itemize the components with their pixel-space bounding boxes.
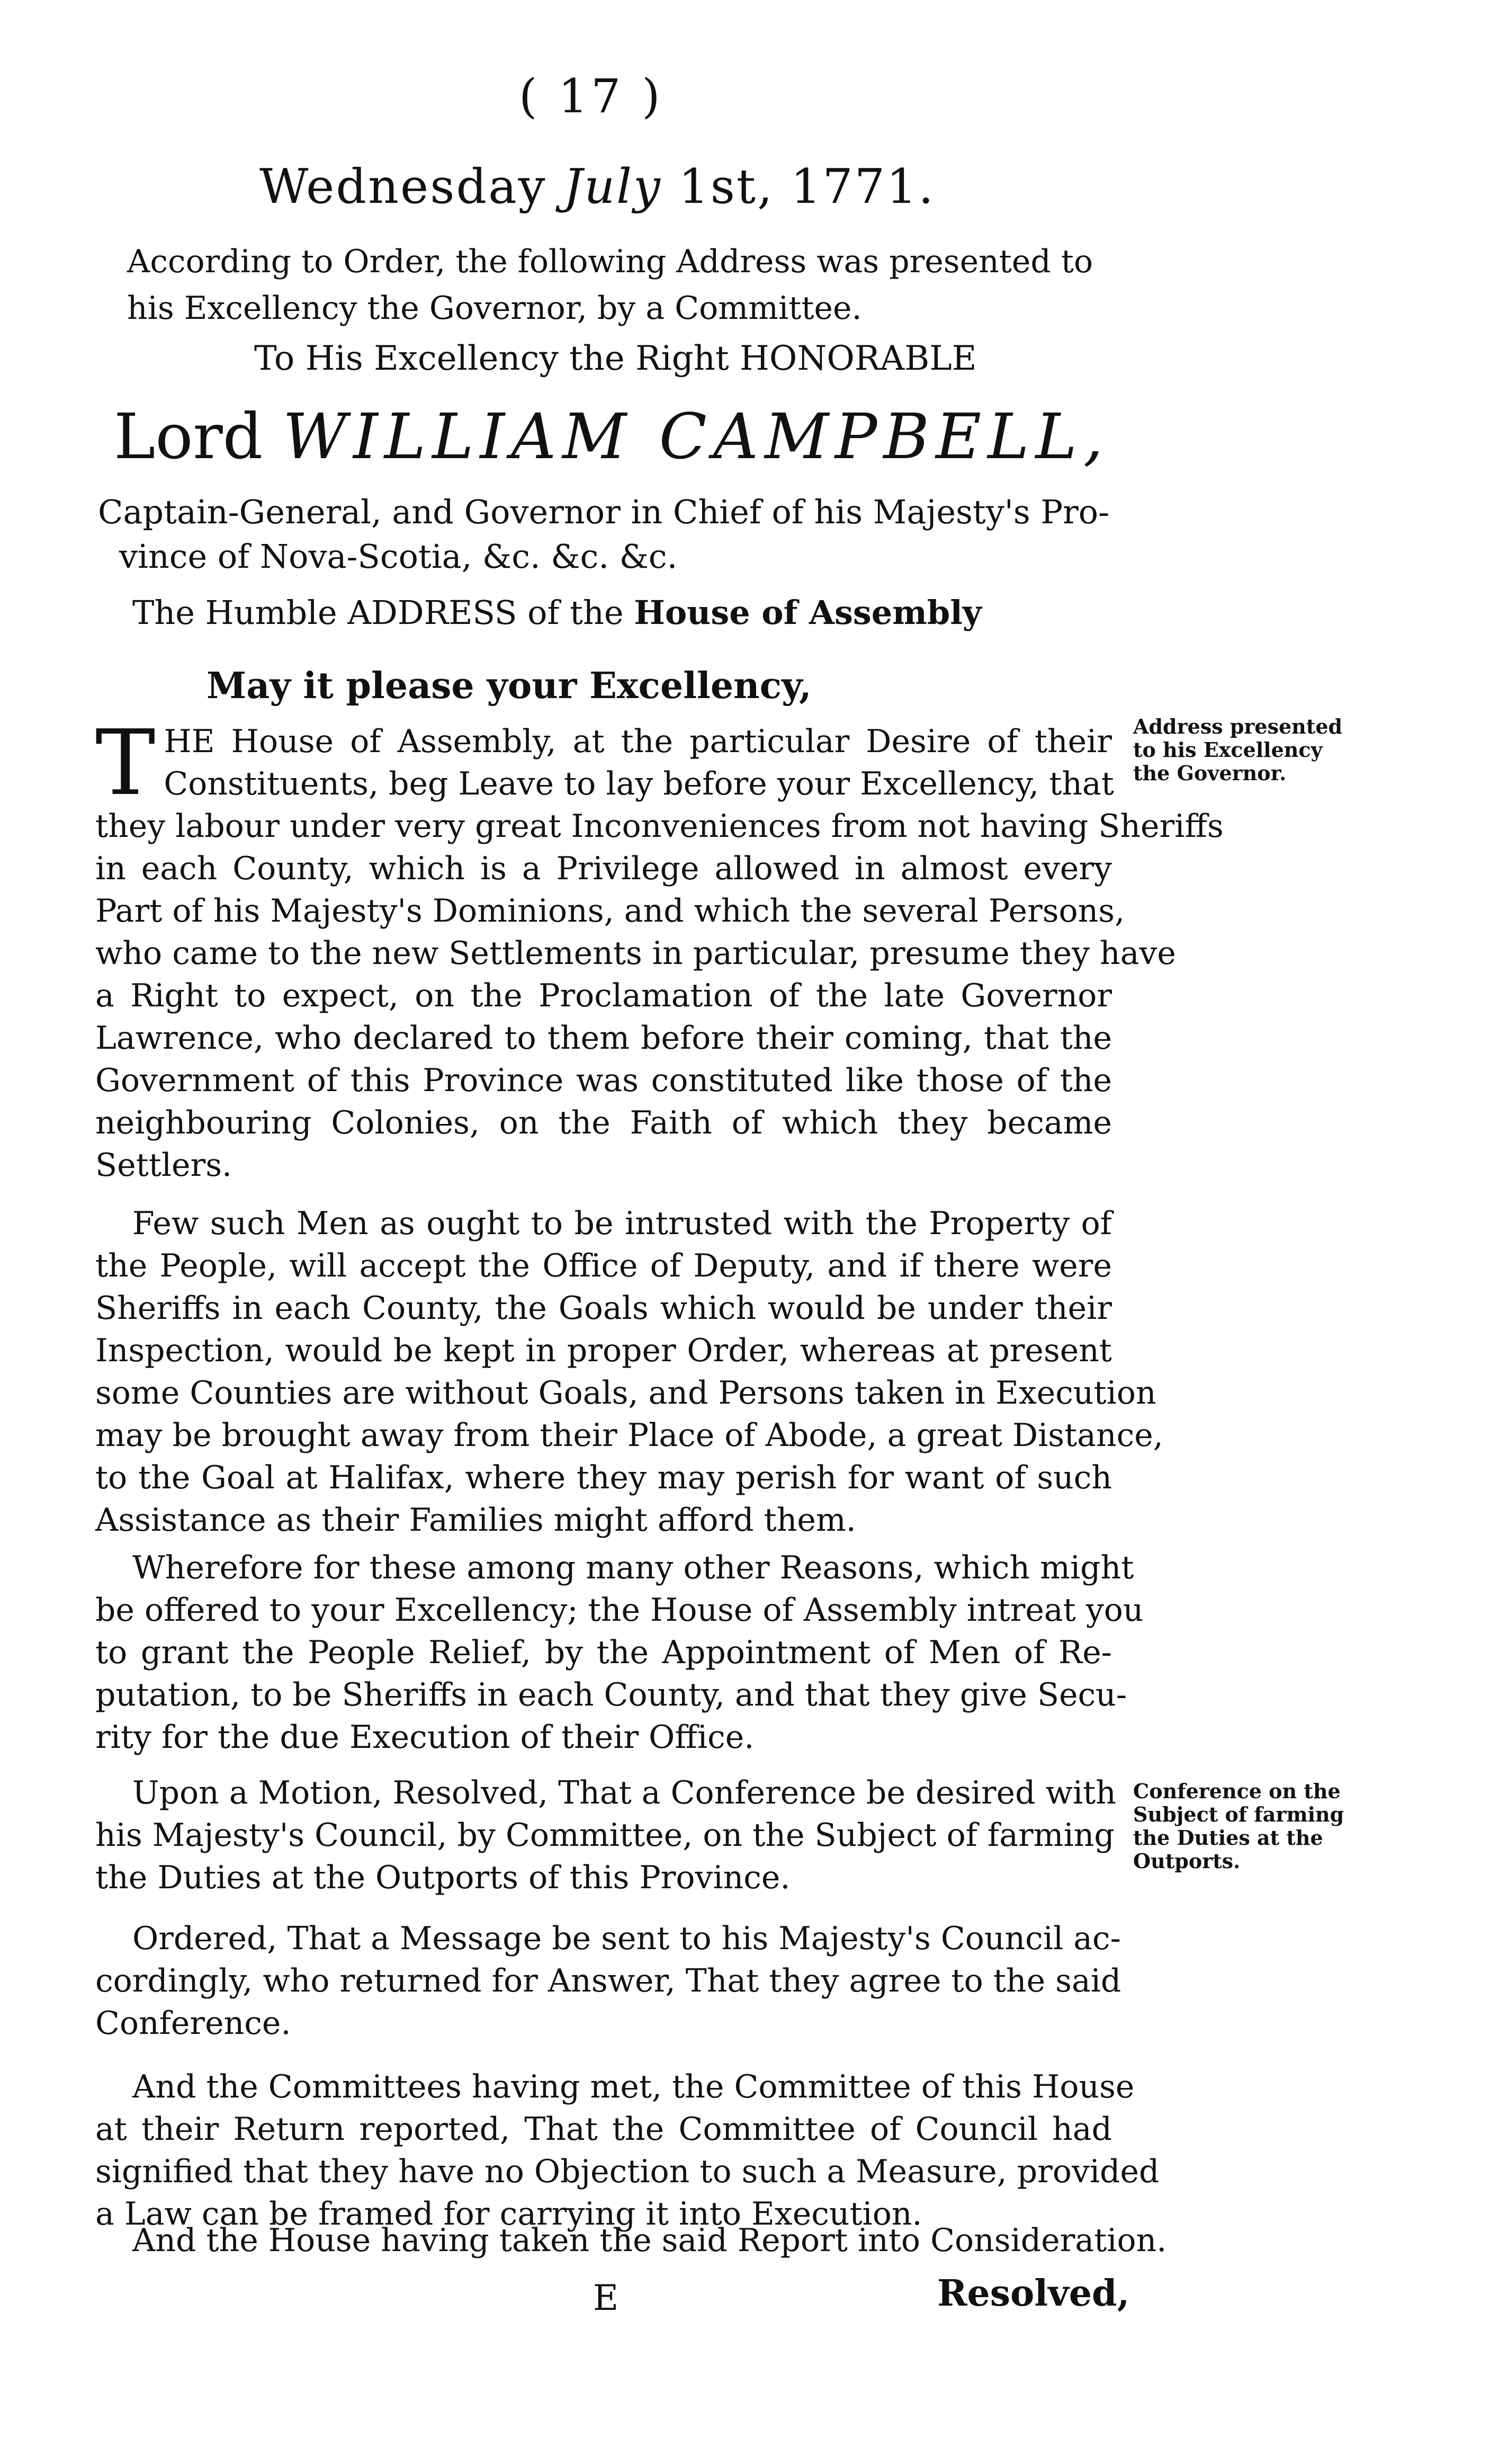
text-line: HE House of Assembly, at the particular Desire of their — [164, 723, 1112, 760]
text-line: to grant the People Relief, by the Appointment of Men of Re- — [95, 1634, 1112, 1671]
text-line: Sheriffs in each County, the Goals which would be under their — [95, 1290, 1112, 1327]
date-month: July — [563, 159, 662, 215]
margin-note-line: Outports. — [1133, 1849, 1241, 1873]
text-line: Lawrence, who declared to them before their coming, that the — [95, 1020, 1112, 1057]
text-line: And the Committees having met, the Committee of this House — [132, 2068, 1135, 2105]
text-line: his Majesty's Council, by Committee, on the Subject of farming — [95, 1817, 1115, 1854]
text-line: a Right to expect, on the Proclamation of the late Governor — [95, 977, 1112, 1014]
margin-note-line: to his Excellency — [1133, 738, 1323, 762]
date-suffix: 1st, 1771. — [661, 159, 935, 215]
margin-note-address — [1133, 715, 1408, 785]
address-name — [114, 400, 1109, 473]
text-line: the Duties at the Outports of this Province. — [95, 1859, 791, 1896]
salutation: May it please your Excellency, — [207, 665, 812, 707]
text-line: Inspection, would be kept in proper Order, whereas at present — [95, 1332, 1112, 1369]
margin-note-line: Address presented — [1133, 715, 1343, 738]
text-line: who came to the new Settlements in particular, presume they have — [95, 935, 1176, 972]
text-line: signified that they have no Objection to such a Measure, provided — [95, 2153, 1160, 2190]
address-name-prefix: Lord — [114, 400, 283, 473]
address-title-line: vince of Nova-Scotia, &c. &c. &c. — [119, 537, 678, 576]
humble-address — [132, 593, 982, 632]
text-line: at their Return reported, That the Committee of Council had — [95, 2111, 1112, 2148]
text-line: rity for the due Execution of their Office. — [95, 1719, 755, 1756]
text-line: putation, to be Sheriffs in each County, and that they give Secu- — [95, 1676, 1127, 1713]
text-line: neighbouring Colonies, on the Faith of which they became — [95, 1104, 1112, 1141]
address-to: To His Excellency the Right HONORABLE — [254, 339, 977, 378]
text-line: Constituents, beg Leave to lay before your Excellency, that — [164, 765, 1114, 802]
intro-paragraph — [127, 238, 1133, 332]
catchword: Resolved, — [937, 2272, 1130, 2315]
text-line: a Law can be framed for carrying it into Execution. — [95, 2195, 922, 2233]
text-line: Wherefore for these among many other Reasons, which might — [132, 1549, 1134, 1586]
text-line: cordingly, who returned for Answer, That they agree to the said — [95, 1962, 1121, 1999]
text-line: in each County, which is a Privilege allowed in almost every — [95, 850, 1112, 887]
text-line: Few such Men as ought to be intrusted with the Property of — [132, 1205, 1112, 1242]
address-title — [98, 490, 1136, 579]
text-line: they labour under very great Inconveniences from not having Sheriffs — [95, 808, 1224, 845]
address-title-line: Captain-General, and Governor in Chief of his Majesty's Pro- — [98, 493, 1110, 531]
text-line: Upon a Motion, Resolved, That a Conference be desired with — [132, 1774, 1116, 1811]
margin-note-line: the Governor. — [1133, 761, 1287, 785]
drop-cap: T — [95, 711, 156, 816]
address-name-big: WILLIAM CAMPBELL, — [282, 400, 1110, 473]
margin-note-conference — [1133, 1780, 1408, 1873]
paragraph-6 — [95, 2066, 1160, 2235]
intro-line: his Excellency the Governor, by a Committee. — [127, 290, 862, 327]
margin-note-line: Subject of farming — [1133, 1802, 1344, 1826]
text-line: the People, will accept the Office of Deputy, and if there were — [95, 1247, 1112, 1284]
text-line: to the Goal at Halifax, where they may perish for want of such — [95, 1459, 1112, 1496]
date-heading — [259, 159, 935, 215]
text-line: some Counties are without Goals, and Persons taken in Execution — [95, 1374, 1156, 1412]
paragraph-4 — [95, 1772, 1116, 1899]
text-line: Government of this Province was constituted like those of the — [95, 1062, 1112, 1099]
text-line: may be brought away from their Place of Abode, a great Distance, — [95, 1417, 1163, 1454]
text-line: And the House having taken the said Report into Consideration. — [132, 2222, 1167, 2259]
signature-mark: E — [593, 2278, 619, 2318]
text-line: Ordered, That a Message be sent to his Majesty's Council ac- — [132, 1920, 1121, 1957]
humble-text: The Humble ADDRESS of the — [132, 593, 634, 632]
margin-note-line: Conference on the — [1133, 1779, 1341, 1803]
margin-note-line: the Duties at the — [1133, 1826, 1323, 1850]
text-line: be offered to your Excellency; the House of Assembly intreat you — [95, 1592, 1144, 1629]
paragraph-2 — [95, 1202, 1163, 1541]
intro-line: According to Order, the following Address was presented to — [127, 243, 1093, 280]
text-line: Settlers. — [95, 1147, 232, 1184]
text-line: Part of his Majesty's Dominions, and which the several Persons, — [95, 892, 1125, 930]
paragraph-3 — [95, 1547, 1144, 1758]
paragraph-7 — [95, 2219, 1167, 2262]
text-line: Assistance as their Families might afford them. — [95, 1502, 856, 1539]
paragraph-5 — [95, 1917, 1121, 2045]
date-prefix: Wednesday — [259, 159, 564, 215]
house-of-assembly: House of Assembly — [634, 593, 982, 632]
page-number: ( 17 ) — [519, 69, 663, 123]
text-line: Conference. — [95, 2005, 291, 2042]
